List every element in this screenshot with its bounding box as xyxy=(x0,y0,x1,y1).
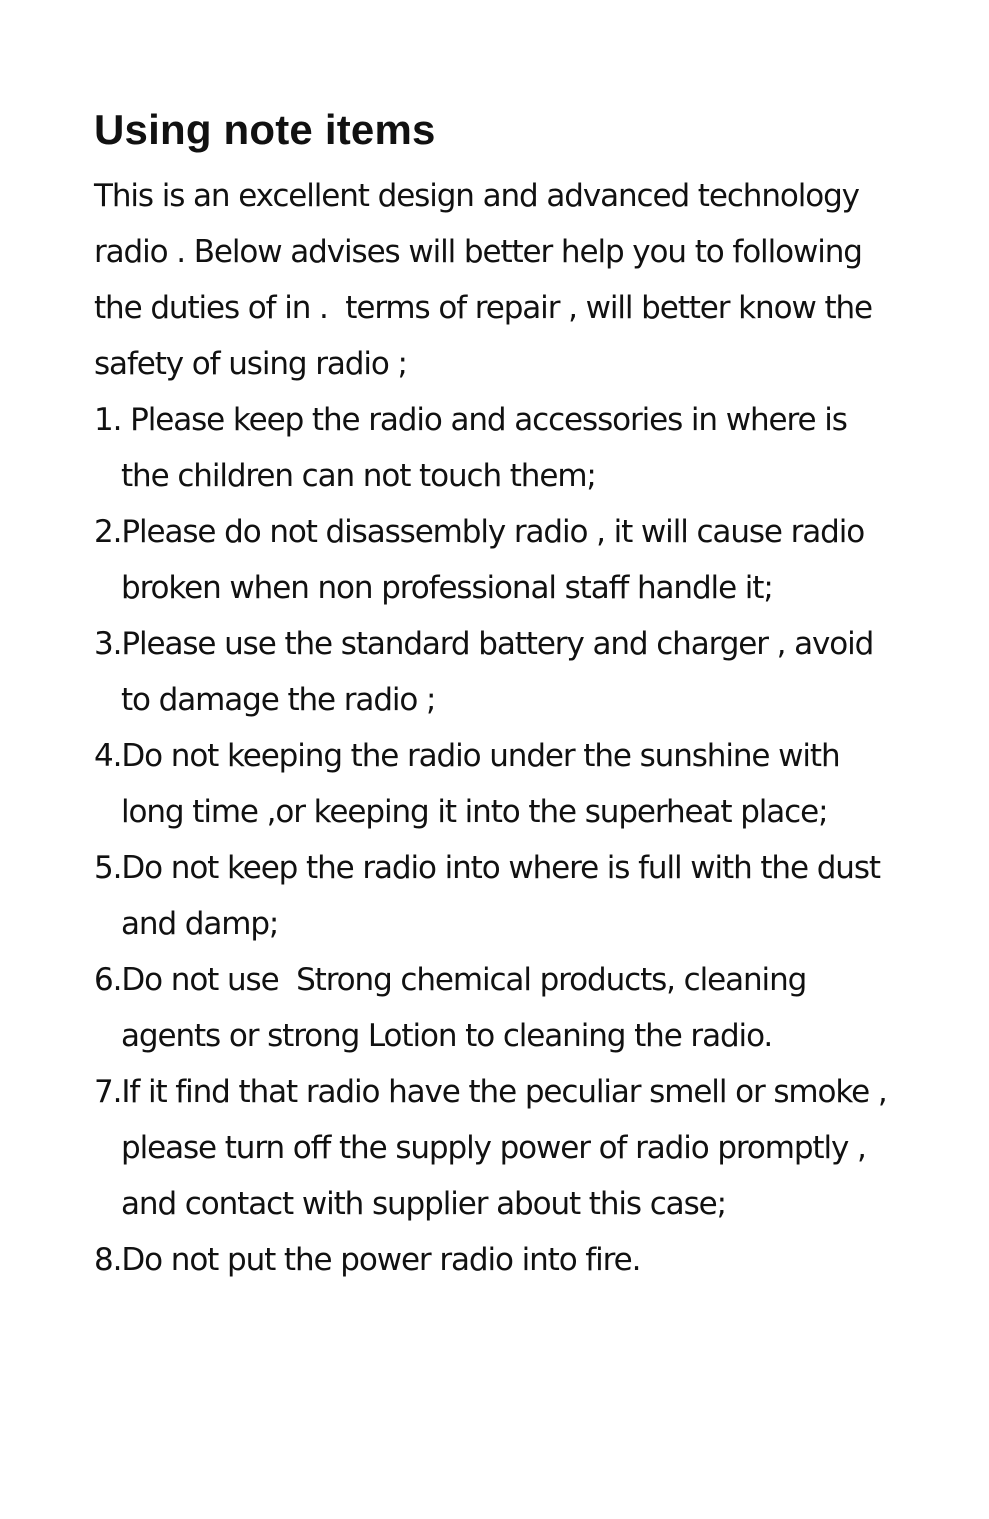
intro-line: This is an excellent design and advanced technology xyxy=(94,178,859,214)
note-item-line: long time ,or keeping it into the superheat place; xyxy=(121,794,828,830)
note-item-line: to damage the radio ; xyxy=(121,682,436,718)
note-item-line: and damp; xyxy=(121,906,279,942)
note-item-line: agents or strong Lotion to cleaning the radio. xyxy=(121,1018,773,1054)
note-item-line: the children can not touch them; xyxy=(121,458,596,494)
note-item-line: and contact with supplier about this case; xyxy=(121,1186,726,1222)
note-item-line: please turn off the supply power of radio promptly , xyxy=(121,1130,866,1166)
intro-line: safety of using radio ; xyxy=(94,346,407,382)
note-item-line: 3.Please use the standard battery and charger , avoid xyxy=(94,626,874,662)
intro-line: the duties of in . terms of repair , will better know the xyxy=(94,290,873,326)
note-item-line: 2.Please do not disassembly radio , it will cause radio xyxy=(94,514,865,550)
note-item-6 xyxy=(94,952,944,1064)
note-item-8 xyxy=(94,1232,944,1288)
note-item-line: 1. Please keep the radio and accessories in where is xyxy=(94,402,847,438)
note-item-1 xyxy=(94,392,944,504)
note-item-line: 4.Do not keeping the radio under the sunshine with xyxy=(94,738,840,774)
note-item-7 xyxy=(94,1064,944,1232)
intro-line: radio . Below advises will better help you to following xyxy=(94,234,862,270)
note-list xyxy=(94,392,944,1288)
note-item-4 xyxy=(94,728,944,840)
intro-paragraph xyxy=(94,168,944,392)
note-item-line: 5.Do not keep the radio into where is full with the dust xyxy=(94,850,880,886)
note-item-3 xyxy=(94,616,944,728)
note-item-line: 7.If it find that radio have the peculiar smell or smoke , xyxy=(94,1074,887,1110)
note-item-2 xyxy=(94,504,944,616)
note-item-line: broken when non professional staff handle it; xyxy=(121,570,773,606)
note-item-line: 8.Do not put the power radio into fire. xyxy=(94,1242,641,1278)
document-page xyxy=(94,100,944,1288)
note-item-line: 6.Do not use Strong chemical products, cleaning xyxy=(94,962,807,998)
page-title: Using note items xyxy=(94,106,436,153)
note-item-5 xyxy=(94,840,944,952)
